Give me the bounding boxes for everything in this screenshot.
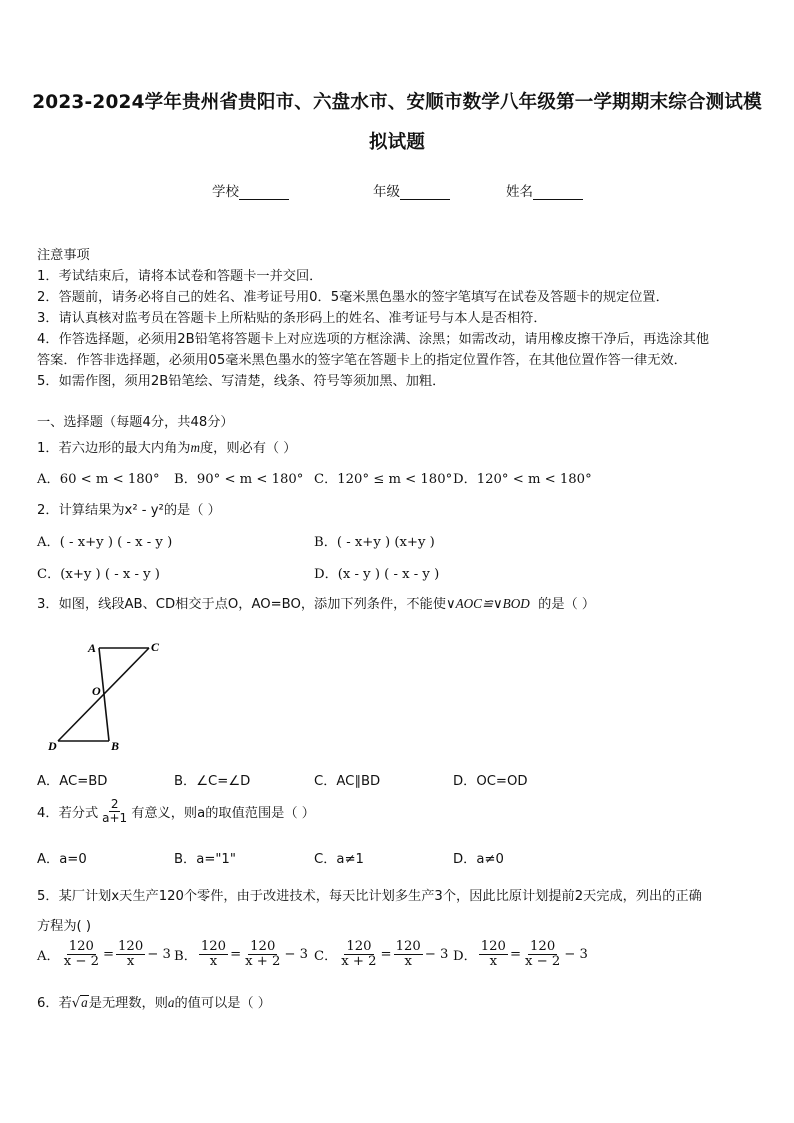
q4-option-a: A．a=0 (37, 852, 87, 867)
q4-option-d: D．a≠0 (453, 852, 504, 867)
q1-option-d: D．120° < m < 180° (453, 472, 592, 487)
q2-option-a: A．( - x+y ) ( - x - y ) (37, 535, 173, 550)
section-heading: 一、选择题（每题4分，共48分） (37, 415, 234, 430)
question-5-stem: 5．某厂计划x天生产120个零件，由于改进技术，每天比计划多生产3个，因此比原计划提前2天完成，列出的正确 (37, 889, 702, 904)
q1-option-b: B．90° < m < 180° (174, 472, 304, 487)
page-title-continued: 拟试题 (368, 132, 426, 153)
q2-option-c: C．(x+y ) ( - x - y ) (37, 567, 160, 582)
question-6-stem: 6．若√a是无理数，则a的值可以是（ ） (37, 995, 271, 1011)
segment-cd (58, 648, 149, 741)
q5-option-a: A． $\frac{120}{x - 2}$ = $\frac{120}{x}$ − 3 (37, 939, 171, 969)
point-o-label: O (92, 684, 101, 698)
school-field (212, 180, 289, 200)
name-field (506, 180, 583, 200)
point-d-label: D (48, 739, 57, 753)
question-1-stem: 1．若六边形的最大内角为m度，则必有（ ） (37, 440, 297, 456)
notice-item-4-cont: 答案．作答非选择题，必须用05毫米黑色墨水的签字笔在答题卡上的指定位置作答，在其他位置作答一律无效． (37, 353, 687, 368)
grade-field (373, 180, 450, 200)
q2-option-d: D．(x - y ) ( - x - y ) (314, 567, 440, 582)
geometry-diagram (44, 636, 164, 756)
q1-option-a: A．60 < m < 180° (37, 472, 160, 487)
grade-label: 年级 (373, 184, 400, 200)
question-5-stem-cont: 方程为( ) (37, 919, 92, 934)
question-3-stem: 3．如图，线段AB、CD相交于点O，AO=BO，添加下列条件，不能使∨AOC≌∨BOD 的是（ ） (37, 596, 596, 612)
notice-heading: 注意事项 (37, 248, 90, 263)
notice-item-3: 3．请认真核对监考员在答题卡上所粘贴的条形码上的姓名、准考证号与本人是否相符． (37, 311, 547, 326)
q3-option-b: B．∠C=∠D (174, 774, 251, 789)
q3-option-d: D．OC=OD (453, 774, 528, 789)
q3-option-a: A．AC=BD (37, 774, 108, 789)
q5-option-c: C． $\frac{120}{x + 2}$ = $\frac{120}{x}$ − 3 (314, 939, 449, 969)
q3-option-c: C．AC∥BD (314, 774, 381, 789)
grade-blank (400, 185, 450, 200)
q2-option-b: B．( - x+y ) (x+y ) (314, 535, 435, 550)
point-b-label: B (111, 739, 120, 753)
sqrt-symbol: √a (71, 995, 88, 1011)
q4-option-b: B．a="1" (174, 852, 236, 867)
page-title: 2023-2024学年贵州省贵阳市、六盘水市、安顺市数学八年级第一学期期末综合测试模 (32, 92, 762, 113)
point-c-label: C (151, 640, 160, 654)
name-blank (533, 185, 583, 200)
q4-fraction: $\frac{2}{a+1}$ (102, 797, 128, 825)
name-label: 姓名 (506, 184, 533, 200)
question-4-stem: 4．若分式 $\frac{2}{a+1}$ 有意义，则a的取值范围是（ ） (37, 797, 315, 825)
q5-option-d: D． $\frac{120}{x}$ = $\frac{120}{x - 2}$ − 3 (453, 939, 588, 969)
point-a-label: A (88, 641, 97, 655)
q4-option-c: C．a≠1 (314, 852, 364, 867)
notice-item-1: 1．考试结束后，请将本试卷和答题卡一并交回． (37, 269, 323, 284)
q1-option-c: C．120° ≤ m < 180° (314, 472, 453, 487)
q5-option-b: B． $\frac{120}{x}$ = $\frac{120}{x + 2}$ − 3 (174, 939, 309, 969)
question-2-stem: 2．计算结果为x² - y²的是（ ） (37, 503, 221, 518)
notice-item-4: 4．作答选择题，必须用2B铅笔将答题卡上对应选项的方框涂满、涂黑；如需改动，请用橡皮擦干净后，再选涂其他 (37, 332, 710, 347)
notice-item-5: 5．如需作图，须用2B铅笔绘、写清楚，线条、符号等须加黑、加粗． (37, 374, 446, 389)
school-label: 学校 (212, 184, 239, 200)
school-blank (239, 185, 289, 200)
notice-item-2: 2．答题前，请务必将自己的姓名、准考证号用0．5毫米黑色墨水的签字笔填写在试卷及答题卡的规定位置． (37, 290, 669, 305)
